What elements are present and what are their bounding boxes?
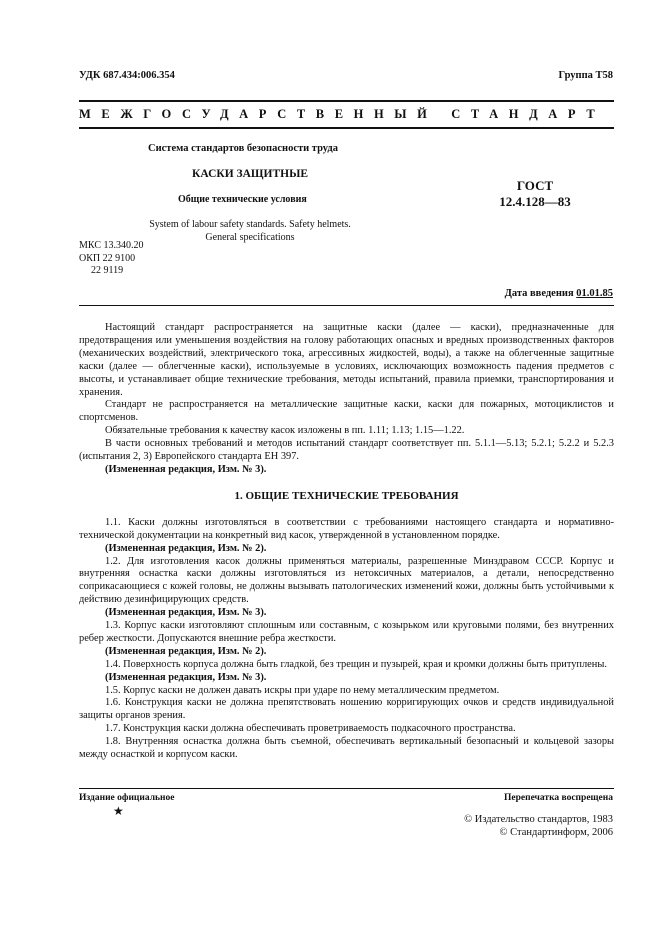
section-heading: 1. ОБЩИЕ ТЕХНИЧЕСКИЕ ТРЕБОВАНИЯ bbox=[234, 489, 459, 502]
okp-code-1: ОКП 22 9100 bbox=[79, 252, 136, 264]
paragraph: 1.8. Внутренняя оснастка должна быть съемной, обеспечивать вертикальный безопасный и кольцевой зазоры между оснасткой и корпусом каски. bbox=[79, 736, 614, 761]
amendment-note: (Измененная редакция, Изм. № 2). bbox=[105, 542, 267, 554]
document-title: КАСКИ ЗАЩИТНЫЕ bbox=[192, 168, 309, 180]
paragraph: 1.4. Поверхность корпуса должна быть гладкой, без трещин и пузырей, края и кромки должны быть притуплены. bbox=[105, 658, 607, 670]
group-code: Группа Т58 bbox=[558, 70, 613, 81]
star-icon: ★ bbox=[113, 804, 124, 818]
mks-code: МКС 13.340.20 bbox=[79, 240, 144, 251]
paragraph: Обязательные требования к качеству касок изложены в пп. 1.11; 1.13; 1.15—1.22. bbox=[105, 425, 465, 437]
date-rule bbox=[79, 305, 614, 306]
footer-rule bbox=[79, 788, 614, 789]
paragraph: Стандарт не распространяется на металлические защитные каски, каски для пожарных, мотоциклистов и спортсменов. bbox=[79, 399, 614, 424]
paragraph: 1.3. Корпус каски изготовляют сплошным или составным, с козырьком или круговыми полями, без внутренних ребер жесткости. Допускаются внешние ребра жесткости. bbox=[79, 620, 614, 644]
gost-block bbox=[480, 178, 590, 210]
top-rule bbox=[79, 100, 614, 102]
copyright-block bbox=[464, 813, 613, 839]
paragraph: 1.5. Корпус каски не должен давать искры при ударе по нему металлическим предметом. bbox=[105, 684, 500, 696]
paragraph: 1.1. Каски должны изготовляться в соответствии с требованиями настоящего стандарта и нормативно-технической документации на конкретный вид касок, утвержденной в установленном порядке. bbox=[79, 516, 614, 541]
amendment-note: (Измененная редакция, Изм. № 3). bbox=[105, 671, 267, 683]
introduction-date bbox=[505, 288, 613, 299]
amendment-note: (Измененная редакция, Изм. № 2). bbox=[105, 645, 267, 657]
system-title: Система стандартов безопасности труда bbox=[148, 143, 338, 154]
main-text bbox=[79, 322, 614, 762]
document-subtitle: Общие технические условия bbox=[178, 194, 307, 205]
copyright-1: © Издательство стандартов, 1983 bbox=[464, 814, 613, 825]
official-edition: Издание официальное bbox=[79, 793, 175, 803]
english-title bbox=[100, 218, 400, 244]
paragraph: 1.6. Конструкция каски не должна препятствовать ношению корригирующих очков и средств индивидуальной защиты органов зрения. bbox=[79, 697, 614, 722]
english-title-line2: General specifications bbox=[205, 232, 295, 243]
english-title-line1: System of labour safety standards. Safety helmets. bbox=[149, 219, 351, 230]
paragraph: 1.2. Для изготовления касок должны применяться материалы, разрешенные Минздравом СССР. Корпус и внутренняя оснастка каски должны изготовляться из нетоксичных материалов, а детали, непосредственно соприкасающиеся с кожей головы, не должны вызывать патологических изменений кожи, должны быть устойчивыми к действию дезинфицирующих средств. bbox=[79, 555, 614, 606]
gost-label: ГОСТ bbox=[516, 178, 554, 193]
paragraph: 1.7. Конструкция каски должна обеспечивать проветриваемость подкасочного пространства. bbox=[105, 723, 516, 735]
classification-codes bbox=[79, 240, 143, 278]
copyright-2: © Стандартинформ, 2006 bbox=[499, 827, 613, 838]
reprint-notice: Перепечатка воспрещена bbox=[503, 793, 613, 803]
okp-code-2: 22 9119 bbox=[91, 265, 124, 276]
banner-rule bbox=[79, 127, 614, 129]
standard-banner: МЕЖГОСУДАРСТВЕННЫЙ СТАНДАРТ bbox=[79, 107, 606, 121]
paragraph: В части основных требований и методов испытаний стандарт соответствует пп. 5.1.1—5.13; 5.2.1; 5.2.2 и 5.2.3 (испытания 2, 3) Европейского стандарта ЕН 397. bbox=[79, 438, 614, 463]
date-value: 01.01.85 bbox=[576, 288, 613, 299]
amendment-note: (Измененная редакция, Изм. № 3). bbox=[105, 607, 267, 619]
date-label: Дата введения bbox=[504, 288, 574, 299]
gost-number: 12.4.128—83 bbox=[499, 194, 571, 209]
udk-code: УДК 687.434:006.354 bbox=[79, 70, 175, 81]
paragraph: Настоящий стандарт распространяется на защитные каски (далее — каски), предназначенные для предотвращения или уменьшения воздействия на голову работающих опасных и вредных производственных факторов (механических воздействий, электрического тока, агрессивных жидкостей, воды), а также на облегченные защитные каски (далее — облегченные каски), используемые в условиях, исключающих возможность падения предметов с высоты, и устанавливает общие технические требования, методы испытаний, правила приемки, транспортирования и хранения. bbox=[79, 322, 614, 398]
amendment-note: (Измененная редакция, Изм. № 3). bbox=[105, 463, 267, 475]
